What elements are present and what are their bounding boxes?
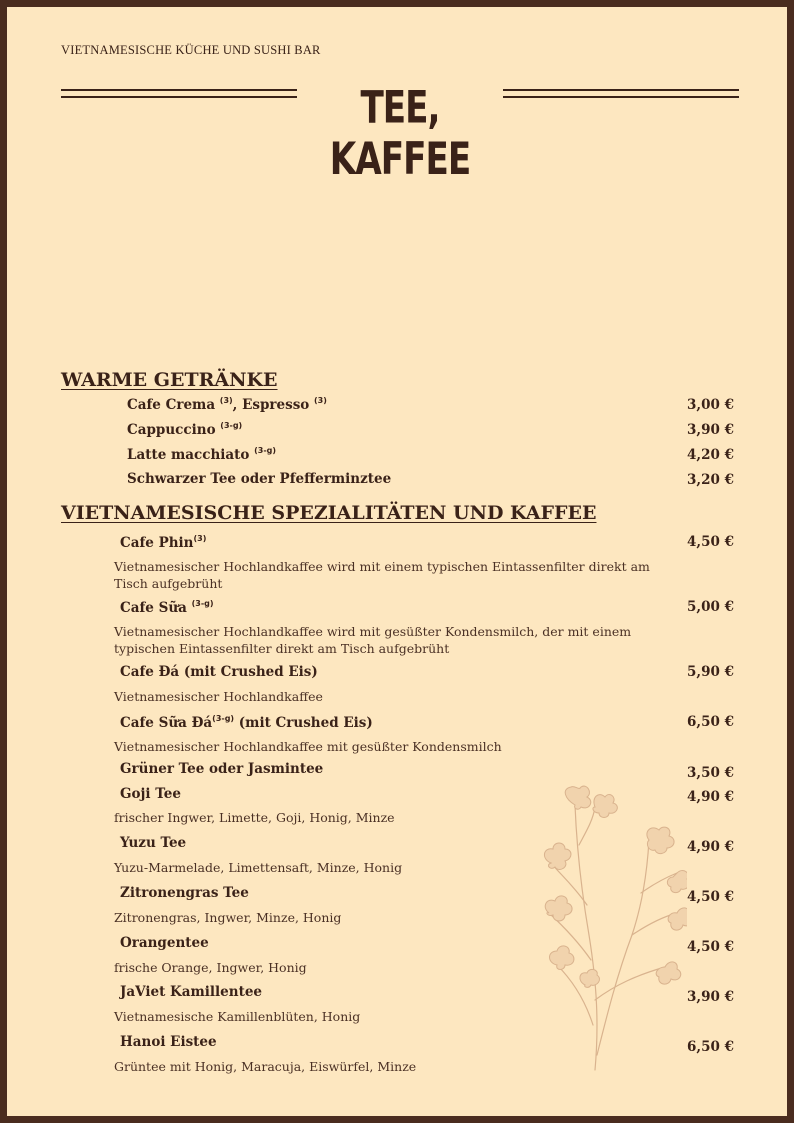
menu-item-name: Cappuccino $^{(3-g)}$ bbox=[127, 421, 243, 438]
menu-item-description: Vietnamesischer Hochlandkaffee wird mit einem typischen Eintassenfilter direkt am Tisch aufgebrüht bbox=[114, 559, 650, 591]
menu-item-name: Cafe Crema $^{(3)}$, Espresso $^{(3)}$ bbox=[127, 396, 327, 413]
menu-item-price: 6,50 € bbox=[687, 1039, 734, 1055]
menu-item-name: Cafe Sữa $Đá^{(3-g)}$ (mit Crushed Eis) bbox=[120, 714, 373, 731]
page-title: TEE, KAFFEE bbox=[329, 81, 471, 185]
menu-item-name: Orangentee bbox=[120, 935, 209, 951]
restaurant-tagline: VIETNAMESISCHE KÜCHE UND SUSHI BAR bbox=[61, 43, 321, 57]
menu-item-price: 6,50 € bbox=[687, 714, 734, 730]
menu-item-price: 3,90 € bbox=[687, 422, 734, 438]
title-rule-right bbox=[503, 89, 739, 98]
menu-item-description: frische Orange, Ingwer, Honig bbox=[114, 960, 307, 975]
menu-item-description: Vietnamesischer Hochlandkaffee bbox=[114, 689, 323, 704]
menu-item-price: 4,50 € bbox=[687, 889, 734, 905]
menu-item-description: Yuzu-Marmelade, Limettensaft, Minze, Honig bbox=[114, 860, 403, 875]
menu-item-name: Cafe Đá (mit Crushed Eis) bbox=[120, 664, 318, 680]
section-title-vietnamese: VIETNAMESISCHE SPEZIALITÄTEN UND KAFFEE bbox=[61, 502, 597, 524]
title-row bbox=[61, 81, 739, 185]
menu-item-name: Schwarzer Tee oder Pfefferminztee bbox=[127, 471, 392, 487]
menu-item-description: Grüntee mit Honig, Maracuja, Eiswürfel, Minze bbox=[114, 1059, 417, 1074]
menu-item-description: Vietnamesische Kamillenblüten, Honig bbox=[114, 1009, 361, 1024]
menu-item-price: 5,00 € bbox=[687, 599, 734, 615]
coriander-herb-illustration bbox=[537, 785, 687, 1075]
menu-item-description: Vietnamesischer Hochlandkaffee wird mit gesüßter Kondensmilch, der mit einem typischen Eintassenfilter direkt am Tisch aufgebrüht bbox=[114, 624, 632, 656]
section-title-warm: WARME GETRÄNKE bbox=[61, 369, 278, 391]
menu-item-price: 4,90 € bbox=[687, 839, 734, 855]
menu-item-name: Cafe Sữa $^{(3-g)}$ bbox=[120, 599, 214, 616]
menu-item-description: frischer Ingwer, Limette, Goji, Honig, Minze bbox=[114, 810, 395, 825]
menu-item-price: 3,50 € bbox=[687, 765, 734, 781]
menu-item-price: 4,90 € bbox=[687, 789, 734, 805]
menu-item-name: Latte macchiato $^{(3-g)}$ bbox=[127, 446, 277, 463]
menu-item-name: Grüner Tee oder Jasmintee bbox=[120, 761, 324, 777]
menu-item-name: JaViet Kamillentee bbox=[120, 984, 262, 1000]
title-rule-left bbox=[61, 89, 297, 98]
menu-item-price: 4,50 € bbox=[687, 939, 734, 955]
menu-item-name: Yuzu Tee bbox=[120, 835, 187, 851]
menu-item-price: 4,50 € bbox=[687, 534, 734, 550]
menu-item-name: Cafe Phin$^{(3)}$ bbox=[120, 534, 207, 551]
menu-item-description: Zitronengras, Ingwer, Minze, Honig bbox=[114, 910, 342, 925]
menu-item-price: 3,90 € bbox=[687, 989, 734, 1005]
menu-item-name: Zitronengras Tee bbox=[120, 885, 249, 901]
menu-item-description: Vietnamesischer Hochlandkaffee mit gesüßter Kondensmilch bbox=[114, 739, 502, 754]
menu-item-price: 3,00 € bbox=[687, 397, 734, 413]
menu-item-price: 5,90 € bbox=[687, 664, 734, 680]
menu-item-name: Goji Tee bbox=[120, 786, 181, 802]
menu-item-name: Hanoi Eistee bbox=[120, 1034, 217, 1050]
menu-item-price: 4,20 € bbox=[687, 447, 734, 463]
menu-item-price: 3,20 € bbox=[687, 472, 734, 488]
